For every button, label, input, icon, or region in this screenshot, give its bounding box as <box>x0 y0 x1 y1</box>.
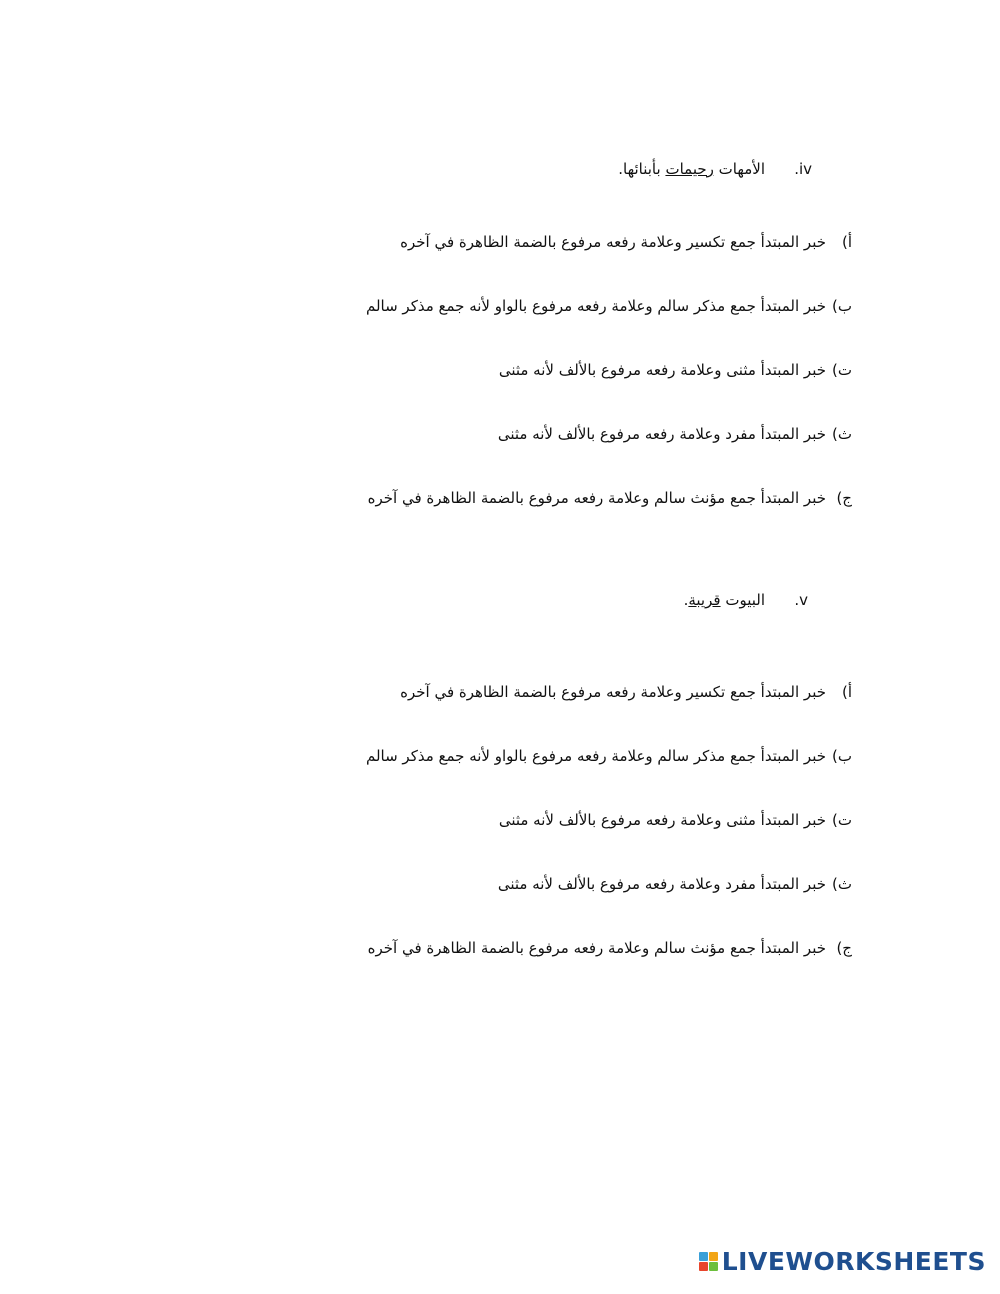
option-letter: ث) <box>832 425 852 443</box>
option-text: خبر المبتدأ جمع تكسير وعلامة رفعه مرفوع بالضمة الظاهرة في آخره <box>400 233 826 251</box>
question-v-number: .v <box>794 591 808 609</box>
logo-mark-square-2 <box>709 1252 718 1261</box>
option-text: خبر المبتدأ مفرد وعلامة رفعه مرفوع بالألف لأنه مثنى <box>497 425 826 443</box>
option-text: خبر المبتدأ مثنى وعلامة رفعه مرفوع بالألف لأنه مثنى <box>498 361 826 379</box>
option-v-th[interactable] <box>498 875 852 893</box>
logo-mark-square-4 <box>709 1262 718 1271</box>
question-iv-underlined-word: رحيمات <box>665 160 714 178</box>
question-v-underlined-word: قريبة <box>688 591 721 609</box>
question-iv-text-before: الأمهات <box>713 160 765 178</box>
question-v-text <box>684 591 765 609</box>
option-letter: ب) <box>832 297 852 315</box>
option-letter: ج) <box>836 939 852 957</box>
option-iv-t[interactable] <box>499 361 852 379</box>
question-v-text-after: . <box>683 591 689 609</box>
option-iv-a[interactable] <box>400 233 852 251</box>
option-letter: ت) <box>832 811 852 829</box>
logo-mark-square-1 <box>699 1252 708 1261</box>
option-text: خبر المبتدأ مثنى وعلامة رفعه مرفوع بالألف لأنه مثنى <box>498 811 826 829</box>
option-text: خبر المبتدأ جمع مذكر سالم وعلامة رفعه مرفوع بالواو لأنه جمع مذكر سالم <box>365 747 826 765</box>
option-v-j[interactable] <box>368 939 852 957</box>
logo-text: LIVEWORKSHEETS <box>721 1247 986 1276</box>
question-iv-text <box>618 160 765 178</box>
option-v-b[interactable] <box>366 747 852 765</box>
option-text: خبر المبتدأ جمع تكسير وعلامة رفعه مرفوع بالضمة الظاهرة في آخره <box>400 683 826 701</box>
option-text: خبر المبتدأ جمع مؤنث سالم وعلامة رفعه مرفوع بالضمة الظاهرة في آخره <box>367 939 826 957</box>
option-letter: ث) <box>832 875 852 893</box>
option-letter: أ) <box>841 233 852 251</box>
option-text: خبر المبتدأ مفرد وعلامة رفعه مرفوع بالألف لأنه مثنى <box>497 875 826 893</box>
question-iv-number: .iv <box>794 160 812 178</box>
question-iv-text-after: بأبنائها. <box>618 160 666 178</box>
question-v-text-before: البيوت <box>720 591 765 609</box>
logo-mark-square-3 <box>699 1262 708 1271</box>
option-letter: ج) <box>836 489 852 507</box>
option-letter: ب) <box>832 747 852 765</box>
option-letter: أ) <box>841 683 852 701</box>
option-v-a[interactable] <box>400 683 852 701</box>
option-text: خبر المبتدأ جمع مؤنث سالم وعلامة رفعه مرفوع بالضمة الظاهرة في آخره <box>367 489 826 507</box>
option-v-t[interactable] <box>499 811 852 829</box>
option-text: خبر المبتدأ جمع مذكر سالم وعلامة رفعه مرفوع بالواو لأنه جمع مذكر سالم <box>365 297 826 315</box>
option-letter: ت) <box>832 361 852 379</box>
option-iv-th[interactable] <box>498 425 852 443</box>
logo-mark-icon <box>699 1252 718 1271</box>
option-iv-j[interactable] <box>368 489 852 507</box>
liveworksheets-logo <box>699 1247 986 1276</box>
option-iv-b[interactable] <box>366 297 852 315</box>
